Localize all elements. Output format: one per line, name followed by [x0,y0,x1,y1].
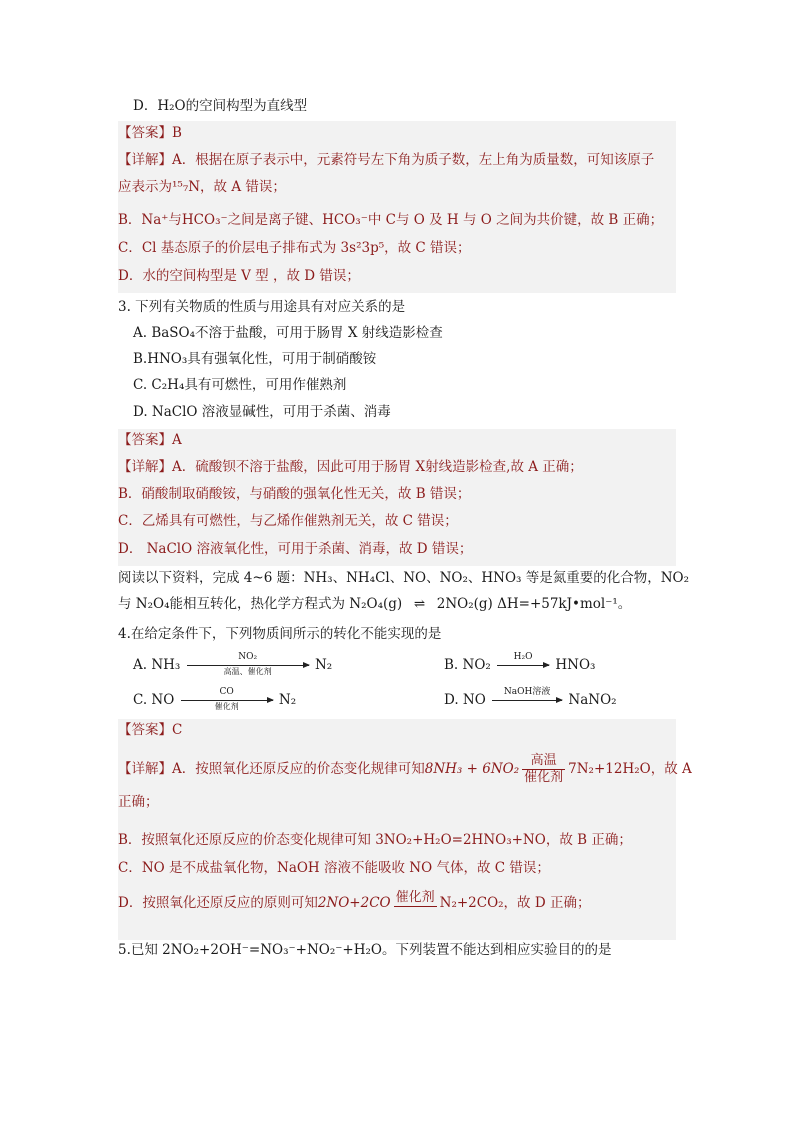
q5-stem: 5.已知 2NO₂+2OH⁻=NO₃⁻+NO₂⁻+H₂O。下列装置不能达到相应实验目的的是 [118,942,612,958]
q3-answer-block [118,429,676,566]
explanation-line: 应表示为¹⁵₇N，故 A 错误； [118,179,286,195]
explanation-line: B．按照氧化还原反应的价态变化规律可知 3NO₂+H₂O=2HNO₃+NO，故 B 正确； [118,832,632,848]
condition-label: 催化剂 [214,702,239,711]
reading-material-line1: 阅读以下资料，完成 4~6 题：NH₃、NH₄Cl、NO、NO₂、HNO₃ 等是氮重要的化合物，NO₂ [118,570,690,586]
explanation-line: C．Cl 基态原子的价层电子排布式为 3s²3p⁵，故 C 错误； [118,240,471,256]
q4-answer-block [118,719,692,940]
explanation-line [118,885,590,921]
q3-option-b: B.HNO₃具有强氧化性，可用于制硝酸铵 [133,351,377,367]
reactant: A. NH₃ [133,657,181,673]
reactant: C. NO [133,692,175,708]
q4-option-c [133,687,297,711]
reaction-condition [394,890,437,907]
condition-bottom: 催化剂 [524,770,564,785]
reactant: B. NO₂ [444,657,491,673]
q3-stem: 3. 下列有关物质的性质与用途具有对应关系的是 [118,299,406,315]
explanation-line: 正确； [118,794,159,810]
equilibrium-arrow-icon: ⇌ [413,596,426,612]
q2-option-d: D．H₂O的空间构型为直线型 [133,98,308,114]
answer-label: 【答案】A [118,432,182,448]
product: HNO₃ [555,657,596,673]
condition-label: 高温、催化剂 [223,667,272,676]
reagent-label: NO₂ [238,652,258,662]
explanation-line: C．NO 是不成盐氧化物，NaOH 溶液不能吸收 NO 气体，故 C 错误； [118,860,550,876]
equation-rhs: N₂+2CO₂，故 D 正确； [439,895,591,911]
equation-lhs: 8NH₃ + 6NO₂ [424,761,520,777]
explanation-line: 【详解】A．根据在原子表示中，元素符号左下角为质子数，左上角为质量数，可知该原子 [118,152,655,168]
explanation-line: B．硝酸制取硝酸铵，与硝酸的强氧化性无关，故 B 错误； [118,486,471,502]
explanation-line: D． NaClO 溶液氧化性，可用于杀菌、消毒，故 D 错误； [118,541,473,557]
explanation-line [118,751,692,787]
reaction-arrow-icon [181,700,273,701]
q4-option-a [133,652,333,676]
reading-material-line2 [118,594,631,614]
explanation-text: D．按照氧化还原反应的原则可知 [118,895,318,911]
reagent-label: NaOH溶液 [503,687,551,697]
thermo-equation-rhs: 2NO₂(g) ΔH=+57kJ•mol⁻¹。 [436,596,632,612]
explanation-line: 【详解】A．硫酸钡不溶于盐酸，因此可用于肠胃 X射线造影检查,故 A 正确； [118,459,583,475]
reaction-arrow-icon [187,665,309,666]
q4-option-d [444,687,617,710]
product: NaNO₂ [568,692,617,708]
equation-lhs: 2NO+2CO [317,895,391,911]
explanation-text: 【详解】A．按照氧化还原反应的价态变化规律可知 [118,761,425,777]
reagent-label: CO [219,687,234,697]
explanation-line: C．乙烯具有可燃性，与乙烯作催熟剂无关，故 C 错误； [118,513,458,529]
q3-option-a: A. BaSO₄不溶于盐酸，可用于肠胃 X 射线造影检查 [133,325,443,341]
equation-rhs: 7N₂+12H₂O，故 A [568,761,692,777]
q3-option-d: D. NaClO 溶液显碱性，可用于杀菌、消毒 [133,404,391,420]
q4-option-b [444,652,596,675]
product: N₂ [314,657,333,673]
answer-label: 【答案】B [118,125,182,141]
thermo-equation-lhs: 与 N₂O₄能相互转化，热化学方程式为 N₂O₄(g) [118,596,403,612]
q3-option-c: C. C₂H₄具有可燃性，可用作催熟剂 [133,377,347,393]
condition-top: 高温 [522,753,565,770]
reagent-label: H₂O [513,652,533,662]
explanation-line: D．水的空间构型是 V 型 ，故 D 错误； [118,268,360,284]
condition-top: 催化剂 [395,890,435,905]
q2-answer-block [118,121,676,293]
product: N₂ [278,692,297,708]
reaction-condition [522,753,565,786]
q4-stem: 4.在给定条件下，下列物质间所示的转化不能实现的是 [118,626,442,642]
reaction-arrow-icon [492,700,562,701]
explanation-line: B．Na⁺与HCO₃⁻之间是离子键、HCO₃⁻中 C与 O 及 H 与 O 之间为共价键，故 B 正确； [118,212,664,228]
answer-label: 【答案】C [118,722,183,738]
reaction-arrow-icon [497,665,549,666]
reactant: D. NO [444,692,486,708]
